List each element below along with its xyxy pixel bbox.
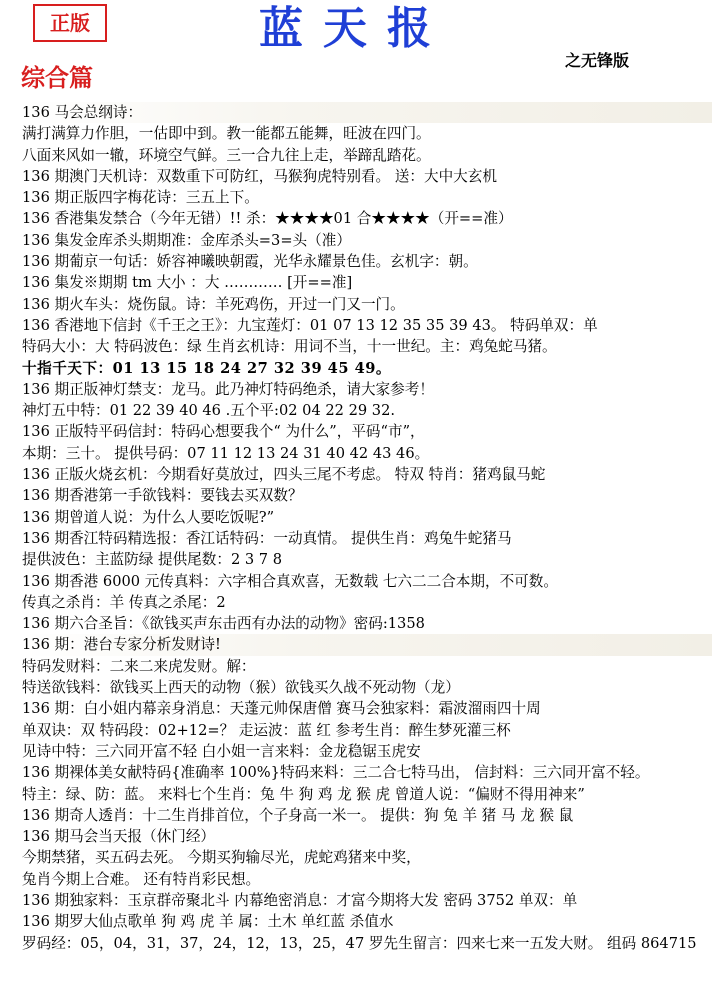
text-line: 136 期：白小姐内幕亲身消息：天蓬元帅保唐僧 赛马会独家料：霜波溜雨四十周 [22, 700, 541, 718]
text-line: 136 期澳门天机诗：双数重下可防红，马猴狗虎特别看。 送：大中大玄机 [22, 167, 497, 185]
text-line: 特码发财料：二来二来虎发财。解： [22, 657, 256, 675]
text-line: 136 正版特平码信封：特码心想要我个“ 为什么”，平码“市”， [22, 423, 425, 441]
text-line: 136 期正版神灯禁支：龙马。此乃神灯特码绝杀，请大家参考！ [22, 380, 434, 398]
section-heading: 综合篇 [21, 63, 93, 92]
text-line: 特送欲钱料：欲钱买上西天的动物（猴）欲钱买久战不死动物（龙） [22, 679, 460, 697]
text-line: 特码大小：大 特码波色：绿 生肖玄机诗：用词不当，十一世纪。主：鸡兔蛇马猪。 [22, 338, 557, 356]
text-line: 136 期香江特码精选报：香江话特码：一动真情。 提供生肖：鸡兔牛蛇猪马 [22, 529, 512, 547]
text-line: 136 香港集发禁合（今年无错）!! 杀：★★★★01 合★★★★（开==准） [22, 210, 513, 228]
text-line: 136 期香港 6000 元传真料：六字相合真欢喜，无数载 七六二二合本期，不可数。 [22, 572, 558, 590]
text-line: 136 期马会当天报（休门经） [22, 828, 216, 846]
text-line: 136 正版火烧玄机：今期看好莫放过，四头三尾不考虑。 特双 特肖：猪鸡鼠马蛇 [22, 466, 546, 484]
edition-label: 之无锋版 [565, 51, 630, 70]
text-line: 136 集发※期期 tm 大小 ：大 ………… [开==准] [22, 274, 353, 292]
text-line: 136 集发金库杀头期期准：金库杀头=3=头（准） [22, 231, 351, 249]
text-line: 136 期裸体美女献特码{准确率 100%}特码来料：三二合七特马出， 信封料：三六同开富不轻。 [22, 764, 650, 782]
text-line: 传真之杀肖：羊 传真之杀尾：2 [22, 593, 226, 611]
text-line: 见诗中特：三六同开富不轻 白小姐一言来料：金龙稳锯玉虎安 [22, 742, 421, 760]
text-line: 136 期香港第一手欲钱料：要钱去买双数？ [22, 487, 303, 505]
text-line: 136 期：港台专家分析发财诗! [22, 634, 712, 655]
text-line: 136 期曾道人说：为什么人要吃饭呢?” [22, 508, 275, 526]
text-line: 136 期独家料：玉京群帝聚北斗 内幕绝密消息：才富今期将大发 密码 3752 单双：单 [22, 891, 578, 909]
text-line: 136 期葡京一句话：娇容神曦映朝霞，光华永耀景色佳。玄机字：朝。 [22, 253, 478, 271]
text-line: 本期：三十。 提供号码：07 11 12 13 24 31 40 42 43 46。 [22, 444, 430, 462]
text-line: 136 期火车头：烧伤鼠。诗：羊死鸡伤，开过一门又一门。 [22, 295, 405, 313]
text-line: 特主：绿、防：蓝。 来料七个生肖：兔 牛 狗 鸡 龙 猴 虎 曾道人说：“偏财不得用神来” [22, 785, 585, 803]
edition-stamp: 正版 [33, 4, 107, 42]
text-line: 136 期六合圣旨：《欲钱买声东击西有办法的动物》密码:1358 [22, 615, 425, 633]
text-line: 神灯五中特：01 22 39 40 46 .五个平:02 04 22 29 32. [22, 402, 395, 420]
text-line: 十指千天下：01 13 15 18 24 27 32 39 45 49。 [22, 359, 391, 377]
text-lines [22, 102, 712, 954]
text-line: 136 香港地下信封《千王之王》：九宝莲灯：01 07 13 12 35 35 39 43。 特码单双：单 [22, 316, 598, 334]
text-line: 136 期奇人透肖：十二生肖排首位，个子身高一米一。 提供：狗 兔 羊 猪 马 龙 猴 鼠 [22, 806, 574, 824]
text-line: 136 期正版四字梅花诗：三五上下。 [22, 189, 259, 207]
text-line: 满打满算力作胆，一估即中到。教一能都五能舞，旺波在四门。 [22, 125, 431, 143]
text-line: 136 马会总纲诗： [22, 102, 712, 123]
text-line: 八面来风如一辙，环境空气鲜。三一合九往上走，举蹄乱踏花。 [22, 146, 431, 164]
page-title: 蓝天报 [259, 3, 451, 54]
text-line: 136 期罗大仙点歌单 狗 鸡 虎 羊 属：土木 单红蓝 杀值水 [22, 913, 394, 931]
text-line: 提供波色：主蓝防绿 提供尾数：2 3 7 8 [22, 551, 283, 569]
text-line: 今期禁猪，买五码去死。 今期买狗输尽光，虎蛇鸡猪来中奖， [22, 849, 421, 867]
text-line: 兔肖今期上合难。 还有特肖彩民想。 [22, 870, 261, 888]
text-line: 罗码经：05，04，31，37，24，12，13，25，47 罗先生留言：四来七来一五发大财。 组码 864715 [22, 934, 697, 952]
text-line: 单双诀：双 特码段：02+12=？ 走运波：蓝 红 参考生肖：醉生梦死灌三杯 [22, 721, 511, 739]
